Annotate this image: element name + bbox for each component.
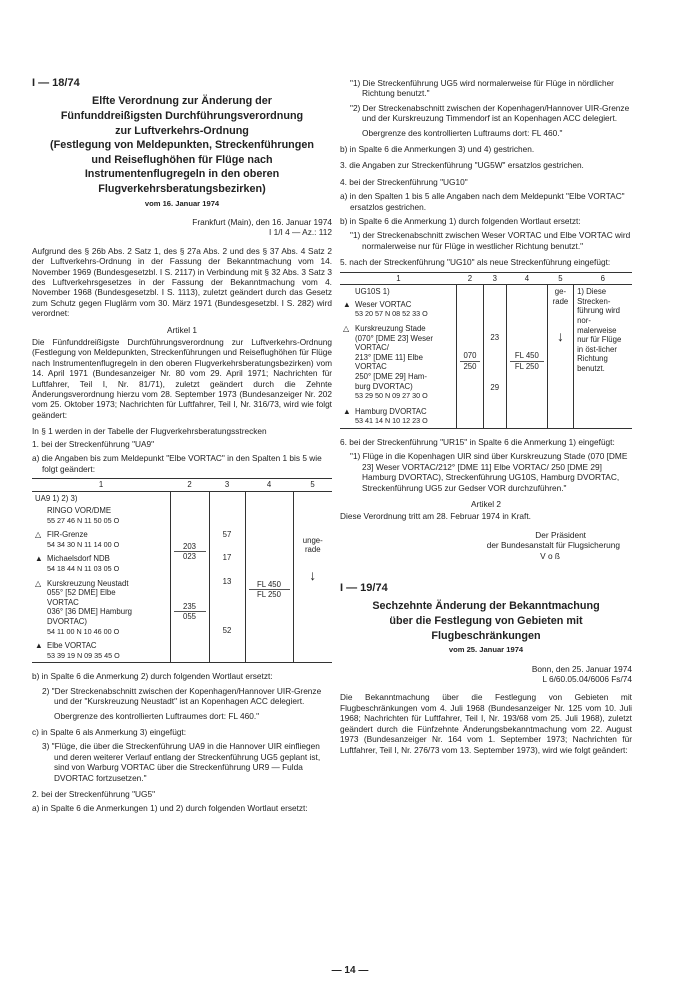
title-line: Instrumentenflugregeln in den oberen [84,168,280,181]
doc2-date: vom 25. Januar 1974 [448,645,524,655]
ref-place-date: Frankfurt (Main), den 16. Januar 1974 [192,216,332,227]
signatory-institution: der Bundesanstalt für Flugsicherung [486,540,620,551]
item-5: 5. nach der Streckenführung "UG10" als neue Streckenführung eingefügt: [340,257,611,268]
doc2-reference [340,664,632,685]
title-line: und Reiseflughöhen für Flüge nach [91,153,273,166]
signatory-name: V o ß [540,550,560,561]
paragraph-1: In § 1 werden in der Tabelle der Flugverkehrsberatungsstrecken [32,426,267,437]
note-2-ceiling: Obergrenze des kontrollierten Luftraumes dort: FL 460." [54,710,260,721]
title-line: zur Luftverkehrs-Ordnung [115,124,249,137]
distance-value: 17 [222,553,232,563]
waypoint-detail: (070° [DME 23] Weser [355,333,433,343]
distance-value: 13 [222,576,232,586]
waypoint-name: Kurskreuzung Neustadt [47,578,129,588]
direction-cell [547,285,573,429]
course-value: 203 [174,542,206,553]
waypoint-name: Elbe VORTAC [47,641,97,651]
ref-file-number: I 1/I 4 — Az.: 112 [268,227,332,238]
arrow-down-icon: ↓ [556,328,564,345]
item-6: 6. bei der Streckenführung "UR15" in Spalte 6 die Anmerkung 1) eingefügt: [340,437,615,447]
column-header: 5 [547,272,573,285]
item-1c: c) in Spalte 6 als Anmerkung 3) eingefügt: [32,727,187,738]
waypoint-detail: burg DVORTAC) [355,381,413,391]
column-header: 6 [574,272,632,285]
page-number: — 14 — [331,965,369,976]
title-line: Sechzehnte Änderung der Bekanntmachung [372,600,600,613]
note-2-ug5: "2) Der Streckenabschnitt zwischen der Kopenhagen/Hannover UIR-Grenze und der Kurskreuzung Timmendorf ist an Kopenhagen ACC delegiert. [350,102,630,124]
route-table-ua9 [32,478,332,664]
waypoint-detail: 250° [DME 29] Ham- [355,372,428,382]
filled-triangle-icon: ▲ [343,299,351,309]
doc-number: I — 18/74 [32,77,80,89]
waypoint-detail: 213° [DME 11] Elbe [355,352,423,362]
item-4a: a) in den Spalten 1 bis 5 alle Angaben nach dem Meldepunkt "Elbe VORTAC" ersatzlos gestrichen. [340,191,625,212]
waypoint-detail: DVORTAC) [47,617,87,627]
column-header: 4 [506,272,547,285]
item-4b: b) in Spalte 6 die Anmerkung 1) durch folgenden Wortlaut ersetzt: [340,216,581,227]
flight-level-upper: FL 450 [510,351,544,362]
direction-label: ge- [554,287,567,297]
course-value: 055 [182,612,196,622]
course-value: 070 [460,351,479,362]
item-1a: a) die Angaben bis zum Meldepunkt "Elbe VORTAC" in den Spalten 1 bis 5 wie folgt geändert: [32,453,322,474]
item-1: 1. bei der Streckenführung "UA9" [32,438,155,449]
route-name: UA9 1) 2) 3) [35,493,78,503]
ref-place-date: Bonn, den 25. Januar 1974 [531,663,632,674]
flight-level-lower: FL 250 [514,361,539,371]
right-column [340,78,632,761]
open-triangle-icon: △ [35,530,41,540]
waypoints-cell [32,491,170,663]
waypoint-detail: 036° [36 DME] Hamburg [47,607,133,617]
article-1-text: Die Fünfunddreißigste Durchführungsverordnung zur Luftverkehrs-Ordnung (Festlegung von Meldepunkten, Streckenführungen und Reiseflughöhen für Flüge nach Instrumentenflugregeln in den oberen Flugverkehrsberatungsbezirken) vom 14. April 1971 (Bundesanzeiger Nr. 80 vom 29. April 1971; Nachrichten für Luftfahrer, Teil I, Nr. 81/71), zuletzt geändert durch die Zehnte Änderungsverordnung hierzu vom 28. September 1973 (Bundesanzeiger Nr. 202 vom 25. Oktober 1973; Nachrichten für Luftfahrer, Teil I, Nr. 316/73, wird wie folgt geändert: [32,337,332,420]
flight-level-cell [506,285,547,429]
open-triangle-icon: △ [35,578,41,588]
item-2: 2. bei der Streckenführung "UG5" [32,789,156,800]
distance-value: 23 [490,333,500,343]
direction-label: rade [304,545,321,555]
waypoint-name: Kurskreuzung Stade [355,324,426,334]
column-header: 5 [293,478,332,491]
title-line: (Festlegung von Meldepunkten, Streckenführungen [50,139,314,152]
waypoint-name: RINGO VOR/DME [47,506,112,516]
title-line: Fünfunddreißigsten Durchführungsverordnung [60,110,304,122]
title-line: Flugverkehrsberatungsbezirken) [98,182,266,195]
note-3: 3) "Flüge, die über die Streckenführung UA9 in die Hannover UIR einfliegen und deren weiterer Verlauf entlang der Streckenführung UG5 geplant ist, sind von Warburg VORTAC über die Streckenführung UR9 — Fulda DVORTAC fortzusetzen." [42,741,321,783]
signatory-title: Der Präsident [535,529,586,540]
column-header: 3 [209,478,245,491]
flight-level-lower: FL 250 [257,590,281,600]
doc-date: vom 16. Januar 1974 [144,198,220,208]
waypoint-detail: VORTAC [47,597,79,607]
item-1b: b) in Spalte 6 die Anmerkung 2) durch folgenden Wortlaut ersetzt: [32,671,273,682]
course-value: 235 [174,602,206,613]
intro-paragraph: Aufgrund des § 26b Abs. 2 Satz 1, des § 27a Abs. 2 und des § 37 Abs. 4 Satz 2 der Luftverkehrs-Ordnung in der Fassung der Bekanntmachung vom 14. November 1969 (Bundesgesetzbl. I S. 2117) in Verbindung mit § 32 Abs. 3 Satz 3 des Luftverkehrsgesetzes in der Fassung der Bekanntmachung vom 4. November 1968 (Bundesgesetzbl. I S. 1113), zuletzt geändert durch das Gesetz zum Schutz gegen Fluglärm vom 30. März 1971 (Bundesgesetzbl. I S. 282) wird verordnet: [32,245,332,319]
direction-label: unge- [302,535,323,545]
waypoint-coords: 53 39 19 N 09 35 45 O [47,650,120,660]
filled-triangle-icon: ▲ [343,406,351,416]
waypoint-name: Weser VORTAC [355,299,412,309]
direction-label: rade [552,296,569,306]
distance-value: 29 [490,382,500,392]
remarks-cell [574,285,632,429]
waypoint-detail: VORTAC/ [355,343,389,353]
column-header: 3 [483,272,506,285]
item-3: 3. die Angaben zur Streckenführung "UG5W" ersatzlos gestrichen. [340,160,584,171]
waypoint-coords: 54 34 30 N 11 14 00 O [47,539,120,549]
doc2-number: I — 19/74 [340,582,388,595]
column-header: 4 [245,478,293,491]
course-value: 250 [463,361,477,371]
flight-level-upper: FL 450 [249,580,290,591]
ref-file-number: L 6/60.05.04/6006 Fs/74 [542,674,632,685]
note-2-ug5-ceiling: Obergrenze des kontrollierten Luftraums dort: FL 460." [362,127,563,138]
doc2-text: Die Bekanntmachung über die Festlegung von Gebieten mit Flugbeschränkungen vom 4. Juli 1968 (Bundesanzeiger Nr. 125 vom 10. Juli 1968; Nachrichten für Luftfahrer, Teil I, Nr. 193/68 vom 25. Juli 1968), zuletzt geändert durch die Fünfzehnte Änderungsbekanntmachung vom 22. August 1973 (Bundesanzeiger Nr. 164 vom 1. September 1973; Nachrichten für Luftfahrer, Teil I, Nr. 276/73 vom 13. September 1973), wird wie folgt geändert: [340,692,632,755]
note-1-ur15: "1) Flüge in die Kopenhagen UIR sind über Kurskreuzung Stade (070 [DME 23] Weser VORTAC/212° [DME 11] Elbe VORTAC/ 250 [DME 29] Hamburg DVORTAC), Streckenführung UG10S, Hamburg DVORTAC, Streckenführung UG5 zur Gedser VOR durchzuführen." [350,451,628,493]
column-header: 1 [340,272,457,285]
flight-level-cell [245,491,293,663]
waypoint-detail: VORTAC [355,362,387,372]
course-cell [457,285,483,429]
distance-value: 57 [222,529,232,539]
waypoint-coords: 55 27 46 N 11 50 05 O [47,515,120,525]
route-table-ug10s [340,272,632,429]
course-cell [170,491,209,663]
distance-cell [209,491,245,663]
arrow-down-icon: ↓ [309,566,317,583]
waypoint-name: FIR-Grenze [47,530,88,540]
article-1-heading: Artikel 1 [167,324,197,335]
distance-cell [483,285,506,429]
note-1-ug5: "1) Die Streckenführung UG5 wird normalerweise für Flüge in nördlicher Richtung benutzt." [350,78,614,99]
note-2: 2) "Der Streckenabschnitt zwischen der Kopenhagen/Hannover UIR-Grenze und der "Kurskreuzung Neustadt" ist an Kopenhagen ACC delegiert. [42,685,322,707]
title-line: Elfte Verordnung zur Änderung der [92,95,272,108]
filled-triangle-icon: ▲ [35,554,43,564]
doc-reference [32,217,332,238]
route-name: UG10S 1) [355,287,390,297]
waypoint-coords: 53 29 50 N 09 27 30 O [355,391,428,401]
item-2b: b) in Spalte 6 die Anmerkungen 3) und 4) gestrichen. [340,144,535,155]
column-header: 2 [457,272,483,285]
distance-value: 52 [222,626,232,636]
waypoint-coords: 54 11 00 N 10 46 00 O [47,626,120,636]
column-header: 2 [170,478,209,491]
waypoint-name: Michaelsdorf NDB [47,554,110,564]
title-line: über die Festlegung von Gebieten mit [389,615,583,628]
filled-triangle-icon: ▲ [35,641,43,651]
item-2a: a) in Spalte 6 die Anmerkungen 1) und 2) durch folgenden Wortlaut ersetzt: [32,803,308,814]
course-value: 023 [182,552,196,562]
doc2-title [340,599,632,643]
waypoint-coords: 53 41 14 N 10 12 23 O [355,416,428,426]
waypoint-coords: 53 20 57 N 08 52 33 O [355,309,428,319]
waypoint-name: Hamburg DVORTAC [355,406,427,416]
column-header: 1 [32,478,170,491]
article-2-text: Diese Verordnung tritt am 28. Februar 1974 in Kraft. [340,511,531,522]
article-2-heading: Artikel 2 [471,499,501,510]
waypoint-coords: 54 18 44 N 11 03 05 O [47,564,120,574]
waypoints-cell [340,285,457,429]
remark-1: 1) Diese Strecken-führung wird nor-malerweise nur für Flüge in öst-licher Richtung benutzt. [577,287,622,374]
item-4: 4. bei der Streckenführung "UG10" [340,176,468,187]
waypoint-detail: 055° [52 DME] Elbe [47,588,116,598]
direction-cell [293,491,332,663]
title-line: Flugbeschränkungen [431,629,541,642]
open-triangle-icon: △ [343,324,349,334]
left-column [32,78,332,818]
note-1-ug10: "1) der Streckenabschnitt zwischen Weser VORTAC und Elbe VORTAC wird normalerweise nur für Flüge in westlicher Richtung benutzt." [350,230,631,251]
doc-title [32,94,332,196]
signature-block [340,530,632,561]
